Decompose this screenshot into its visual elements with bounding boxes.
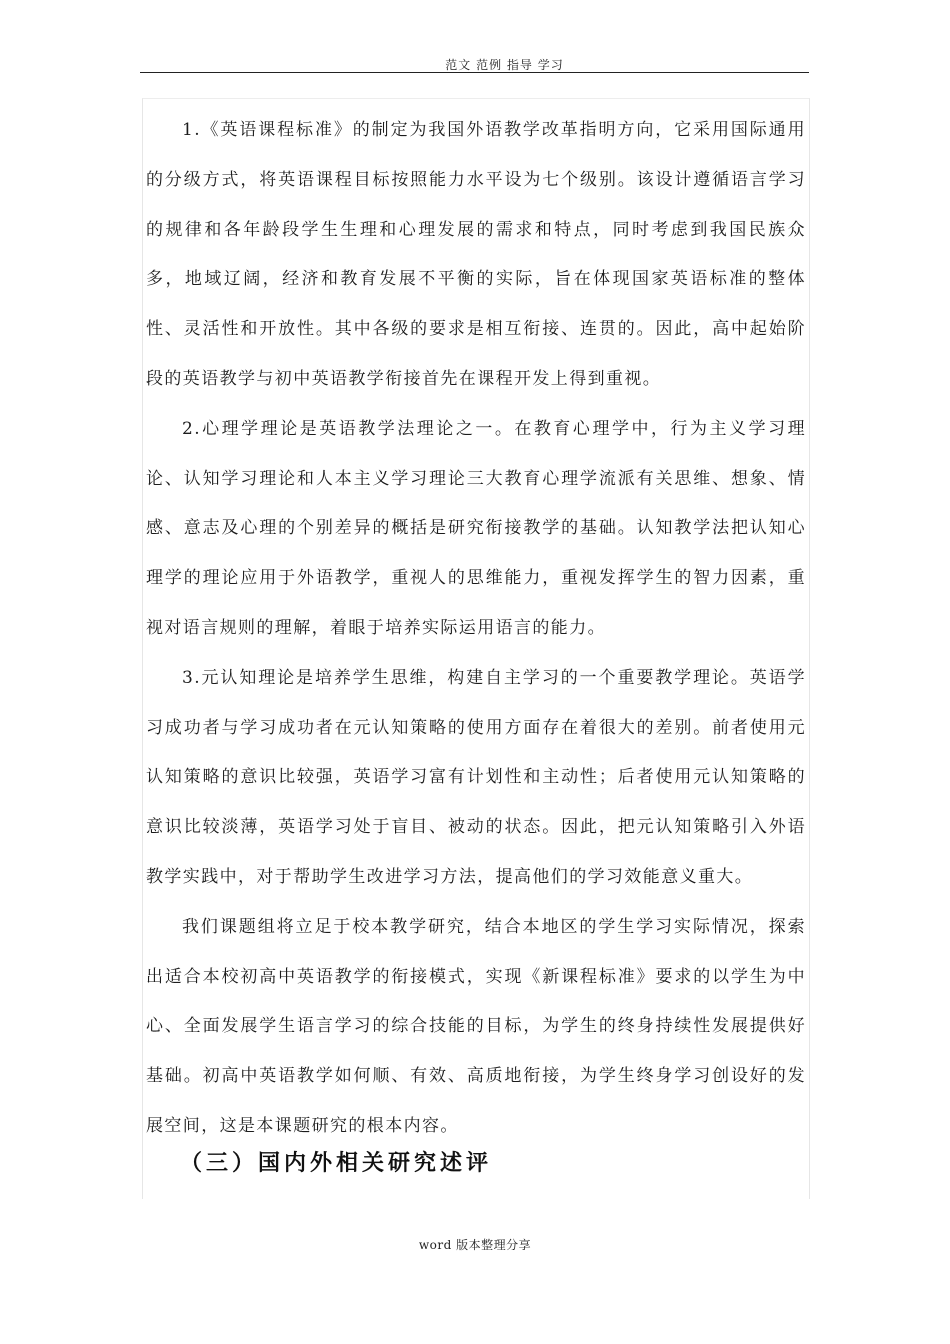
paragraph-curriculum-standard: 1.《英语课程标准》的制定为我国外语教学改革指明方向，它采用国际通用的分级方式，将英语课程目标按照能力水平设为七个级别。该设计遵循语言学习的规律和各年龄段学生生理和心理发展的需求和特点，同时考虑到我国民族众多，地域辽阔，经济和教育发展不平衡的实际，旨在体现国家英语标准的整体性、灵活性和开放性。其中各级的要求是相互衔接、连贯的。因此，高中起始阶段的英语教学与初中英语教学衔接首先在课程开发上得到重视。 — [146, 120, 806, 389]
paragraph-metacognition-theory: 3.元认知理论是培养学生思维，构建自主学习的一个重要教学理论。英语学习成功者与学习成功者在元认知策略的使用方面存在着很大的差别。前者使用元认知策略的意识比较强，英语学习富有计划性和主动性；后者使用元认知策略的意识比较淡薄，英语学习处于盲目、被动的状态。因此，把元认知策略引入外语教学实践中，对于帮助学生改进学习方法，提高他们的学习效能意义重大。 — [146, 667, 806, 887]
paragraph-psychology-theory: 2.心理学理论是英语教学法理论之一。在教育心理学中，行为主义学习理论、认知学习理论和人本主义学习理论三大教育心理学流派有关思维、想象、情感、意志及心理的个别差异的概括是研究衔接教学的基础。认知教学法把认知心理学的理论应用于外语教学，重视人的思维能力，重视发挥学生的智力因素，重视对语言规则的理解，着眼于培养实际运用语言的能力。 — [146, 418, 806, 638]
page-footer: word 版本整理分享 — [418, 1238, 532, 1252]
document-body — [146, 106, 806, 1152]
paragraph-research-content: 我们课题组将立足于校本教学研究，结合本地区的学生学习实际情况，探索出适合本校初高中英语教学的衔接模式，实现《新课程标准》要求的以学生为中心、全面发展学生语言学习的综合技能的目标，为学生的终身持续性发展提供好基础。初高中英语教学如何顺、有效、高质地衔接，为学生终身学习创设好的发展空间，这是本课题研究的根本内容。 — [146, 916, 806, 1136]
header-text: 范文 范例 指导 学习 — [445, 58, 564, 72]
section-heading: （三）国内外相关研究述评 — [180, 1151, 493, 1176]
page-header — [140, 56, 809, 73]
